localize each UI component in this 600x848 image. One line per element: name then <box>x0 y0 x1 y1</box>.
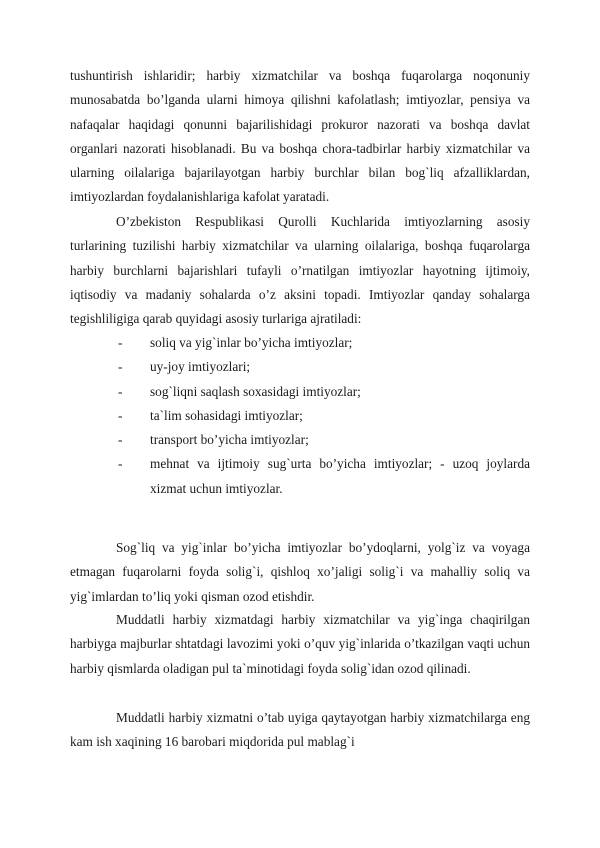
paragraph-2: O’zbekiston Respublikasi Qurolli Kuchlarida imtiyozlarning asosiy turlarining tuzilishi harbiy xizmatchilar va ularning oilalariga, boshqa fuqarolarga harbiy burchlarni bajarishlari tufayli o’rnatilgan imtiyozlar hayotning ijtimoiy, iqtisodiy va madaniy sohalarda o’z aksini topadi. Imtiyozlar qanday sohalarga tegishliligiga qarab quyidagi asosiy turlariga ajratiladi: <box>70 214 530 327</box>
list-item-text: uy-joy imtiyozlari; <box>150 359 251 375</box>
list-item-text: mehnat va ijtimoiy sug`urta bo’yicha imtiyozlar; - uzoq joylarda xizmat uchun imtiyozlar. <box>150 456 530 496</box>
list-item-text: sog`liqni saqlash soxasidagi imtiyozlar; <box>150 383 361 399</box>
list-item <box>70 428 530 452</box>
list-item-text: soliq va yig`inlar bo’yicha imtiyozlar; <box>150 335 353 350</box>
list-item <box>70 380 530 404</box>
list-item <box>70 404 530 428</box>
paragraph-4: Muddatli harbiy xizmatdagi harbiy xizmatchilar va yig`inga chaqirilgan harbiyga majburlar shtatdagi lavozimi yoki o’quv yig`inlarida o’tkazilgan vaqti uchun harbiy qismlarda oladigan pul ta`minotidagi foyda solig`idan ozod qilinadi. <box>70 612 530 676</box>
benefit-types-list <box>70 331 530 501</box>
paragraph-3: Sog`liq va yig`inlar bo’yicha imtiyozlar bo’ydoqlarni, yolg`iz va voyaga etmagan fuqarolarni foyda solig`i, qishloq xo’jaligi solig`i va mahalliy soliq va yig`imlardan to’liq yoki qisman ozod etishdir. <box>70 540 530 604</box>
list-item <box>70 452 530 501</box>
list-item-text: transport bo’yicha imtiyozlar; <box>150 432 309 448</box>
list-dash: - <box>118 335 123 350</box>
list-item <box>70 331 530 355</box>
list-item-text: ta`lim sohasidagi imtiyozlar; <box>150 407 303 423</box>
list-item <box>70 355 530 379</box>
list-dash: - <box>118 456 123 472</box>
list-dash: - <box>118 432 123 448</box>
list-dash: - <box>118 383 123 399</box>
paragraph-1: tushuntirish ishlaridir; harbiy xizmatchilar va boshqa fuqarolarga noqonuniy munosabatda bo’lganda ularni himoya qilishni kafolatlash; imtiyozlar, pensiya va nafaqalar haqidagi qonunni bajarilishidagi prokuror nazorati va boshqa davlat organlari nazorati hisoblanadi. Bu va boshqa chora-tadbirlar harbiy xizmatchilar va ularning oilalariga bajarilayotgan harbiy burchlar bilan bog`liq afzalliklardan, imtiyozlardan foydalanishlariga kafolat yaratadi. <box>70 68 530 205</box>
list-dash: - <box>118 407 123 423</box>
paragraph-5: Muddatli harbiy xizmatni o’tab uyiga qaytayotgan harbiy xizmatchilarga eng kam ish xaqining 16 barobari miqdorida pul mablag`i <box>70 710 530 750</box>
list-dash: - <box>118 359 123 375</box>
